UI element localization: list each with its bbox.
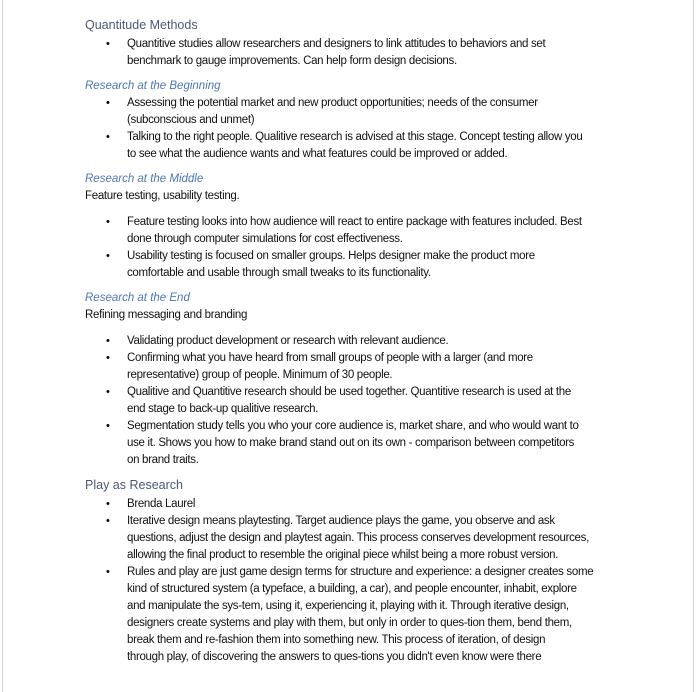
list-item-text: end stage to back-up qualitive research. [127,403,319,415]
bullet-icon: • [106,250,110,262]
document-page [2,0,694,692]
bullet-icon: • [106,515,110,527]
list-item [85,248,693,282]
list-item-text: through play, of discovering the answers to ques-tions you didn't even know were there [127,651,542,663]
list-item-text: Talking to the right people. Qualitive research is advised at this stage. Concept testing allow you [127,131,583,143]
list-item-text: kind of structured system (a typeface, a building, a car), and people encounter, inhabit, explore [127,583,577,595]
list-item-text: Segmentation study tells you who your core audience is, market share, and who would want to [127,420,579,432]
list-item [85,214,693,248]
list-item-text: on brand traits. [127,454,199,466]
list-item [85,333,693,350]
section-heading: Research at the Beginning [85,80,221,92]
bullet-icon: • [106,131,110,143]
list-item [85,350,693,384]
list-item-text: Usability testing is focused on smaller groups. Helps designer make the product more [127,250,535,262]
bullet-list [85,333,693,469]
list-item [85,496,693,513]
bullet-icon: • [106,498,110,510]
list-item-text: Assessing the potential market and new product opportunities; needs of the consumer [127,97,538,109]
list-item-text: questions, adjust the design and playtest again. This process conserves development resources, [127,532,589,544]
list-item-text: Rules and play are just game design terms for structure and experience: a designer creates some [127,566,594,578]
list-item-text: use it. Shows you how to make brand stand out on its own - comparison between competitors [127,437,575,449]
bullet-list [85,95,693,163]
list-item-text: done through computer simulations for cost effectiveness. [127,233,403,245]
bullet-list [85,36,693,70]
section-heading: Play as Research [85,478,183,492]
bullet-icon: • [106,566,110,578]
bullet-icon: • [106,38,110,50]
list-item-text: Quantitive studies allow researchers and designers to link attitudes to behaviors and set [127,38,546,50]
list-item [85,36,693,70]
section [85,290,693,469]
bullet-list [85,214,693,282]
bullet-list [85,496,693,666]
bullet-icon: • [106,97,110,109]
section-intro: Feature testing, usability testing. [85,190,240,202]
list-item-text: Iterative design means playtesting. Target audience plays the game, you observe and ask [127,515,555,527]
list-item-text: representative) group of people. Minimum of 30 people. [127,369,393,381]
list-item-text: break them and re-fashion them into something new. This process of iteration, of design [127,634,546,646]
list-item [85,418,693,469]
list-item-text: (subconscious and unmet) [127,114,255,126]
section [85,477,693,666]
bullet-icon: • [106,216,110,228]
section [85,171,693,282]
section-intro: Refining messaging and branding [85,309,248,321]
list-item [85,513,693,564]
list-item-text: to see what the audience wants and what features could be improved or added. [127,148,508,160]
list-item [85,384,693,418]
list-item-text: Confirming what you have heard from small groups of people with a larger (and more [127,352,533,364]
document-body [85,17,693,666]
list-item-text: Brenda Laurel [127,498,196,510]
list-item-text: Feature testing looks into how audience will react to entire package with features included. Best [127,216,582,228]
bullet-icon: • [106,352,110,364]
list-item-text: Qualitive and Quantitive research should be used together. Quantitive research is used at the [127,386,571,398]
list-item-text: Validating product development or research with relevant audience. [127,335,449,347]
section [85,78,693,163]
list-item-text: benchmark to gauge improvements. Can help form design decisions. [127,55,457,67]
section-heading: Research at the End [85,292,190,304]
list-item [85,129,693,163]
bullet-icon: • [106,420,110,432]
list-item-text: and manipulate the sys-tem, using it, experiencing it, playing with it. Through iterative design, [127,600,569,612]
list-item-text: comfortable and usable through small tweaks to its functionality. [127,267,431,279]
section [85,17,693,70]
section-heading: Research at the Middle [85,173,204,185]
list-item-text: allowing the final product to resemble the original piece whilst being a more robust version. [127,549,559,561]
list-item [85,95,693,129]
section-heading: Quantitude Methods [85,18,198,32]
bullet-icon: • [106,386,110,398]
list-item [85,564,693,666]
list-item-text: designers create systems and play with them, but only in order to ques-tion them, bend them, [127,617,572,629]
bullet-icon: • [106,335,110,347]
